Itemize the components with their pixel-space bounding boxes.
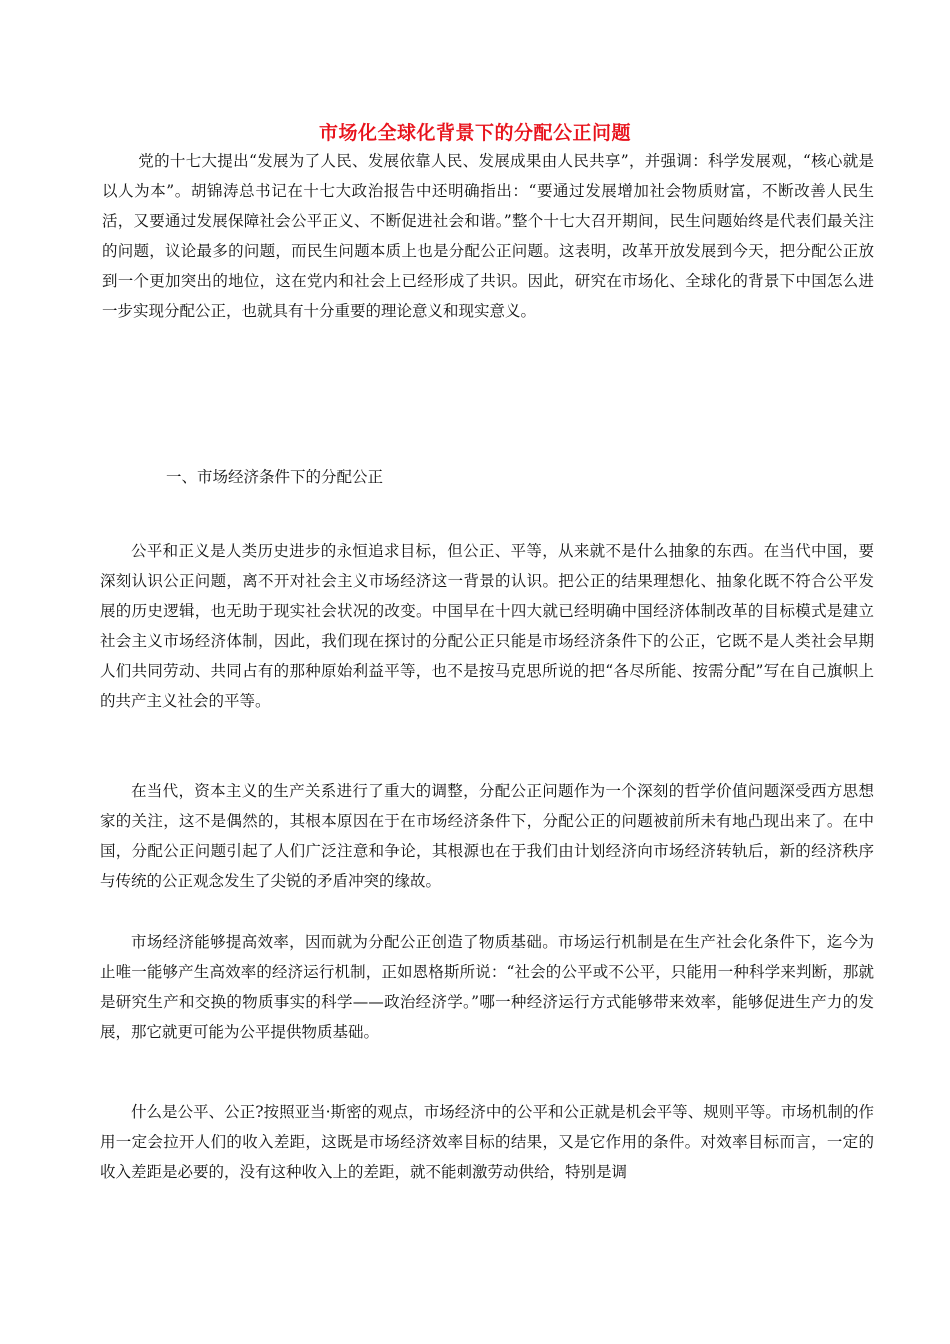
document-title: 市场化全球化背景下的分配公正问题 [318, 122, 631, 144]
body-paragraph-3: 市场经济能够提高效率，因而就为分配公正创造了物质基础。市场运行机制是在生产社会化条件下，迄今为止唯一能够产生高效率的经济运行机制，正如恩格斯所说：“社会的公平或不公平，只能用一种科学来判断，那就是研究生产和交换的物质事实的科学——政治经济学。”哪一种经济运行方式能够带来效率，能够促进生产力的发展，那它就更可能为公平提供物质基础。 [100, 933, 874, 1041]
body-paragraph-1: 公平和正义是人类历史进步的永恒追求目标，但公正、平等，从来就不是什么抽象的东西。在当代中国，要深刻认识公正问题，离不开对社会主义市场经济这一背景的认识。把公正的结果理想化、抽象化既不符合公平发展的历史逻辑，也无助于现实社会状况的改变。中国早在十四大就已经明确中国经济体制改革的目标模式是建立社会主义市场经济体制，因此，我们现在探讨的分配公正只能是市场经济条件下的公正，它既不是人类社会早期人们共同劳动、共同占有的那种原始利益平等，也不是按马克思所说的把“各尽所能、按需分配”写在自己旗帜上的共产主义社会的平等。 [100, 542, 874, 710]
body-paragraph-4: 什么是公平、公正?按照亚当·斯密的观点，市场经济中的公平和公正就是机会平等、规则平等。市场机制的作用一定会拉开人们的收入差距，这既是市场经济效率目标的结果，又是它作用的条件。对效率目标而言，一定的收入差距是必要的，没有这种收入上的差距，就不能刺激劳动供给，特别是调 [100, 1103, 874, 1181]
intro-text: 党的十七大提出“发展为了人民、发展依靠人民、发展成果由人民共享”，并强调：科学发展观，“核心就是以人为本”。胡锦涛总书记在十七大政治报告中还明确指出：“要通过发展增加社会物质财富，不断改善人民生活，又要通过发展保障社会公平正义、不断促进社会和谐。”整个十七大召开期间，民生问题始终是代表们最关注的问题，议论最多的问题，而民生问题本质上也是分配公正问题。这表明，改革开放发展到今天，把分配公正放到一个更加突出的地位，这在党内和社会上已经形成了共识。因此，研究在市场化、全球化的背景下中国怎么进一步实现分配公正，也就具有十分重要的理论意义和现实意义。 [102, 152, 874, 320]
section-heading: 一、市场经济条件下的分配公正 [166, 468, 384, 486]
body-paragraph-2: 在当代，资本主义的生产关系进行了重大的调整，分配公正问题作为一个深刻的哲学价值问题深受西方思想家的关注，这不是偶然的，其根本原因在于在市场经济条件下，分配公正的问题被前所未有地凸现出来了。在中国，分配公正问题引起了人们广泛注意和争论，其根源也在于我们由计划经济向市场经济转轨后，新的经济秩序与传统的公正观念发生了尖锐的矛盾冲突的缘故。 [100, 782, 874, 890]
intro-paragraph [102, 146, 874, 326]
